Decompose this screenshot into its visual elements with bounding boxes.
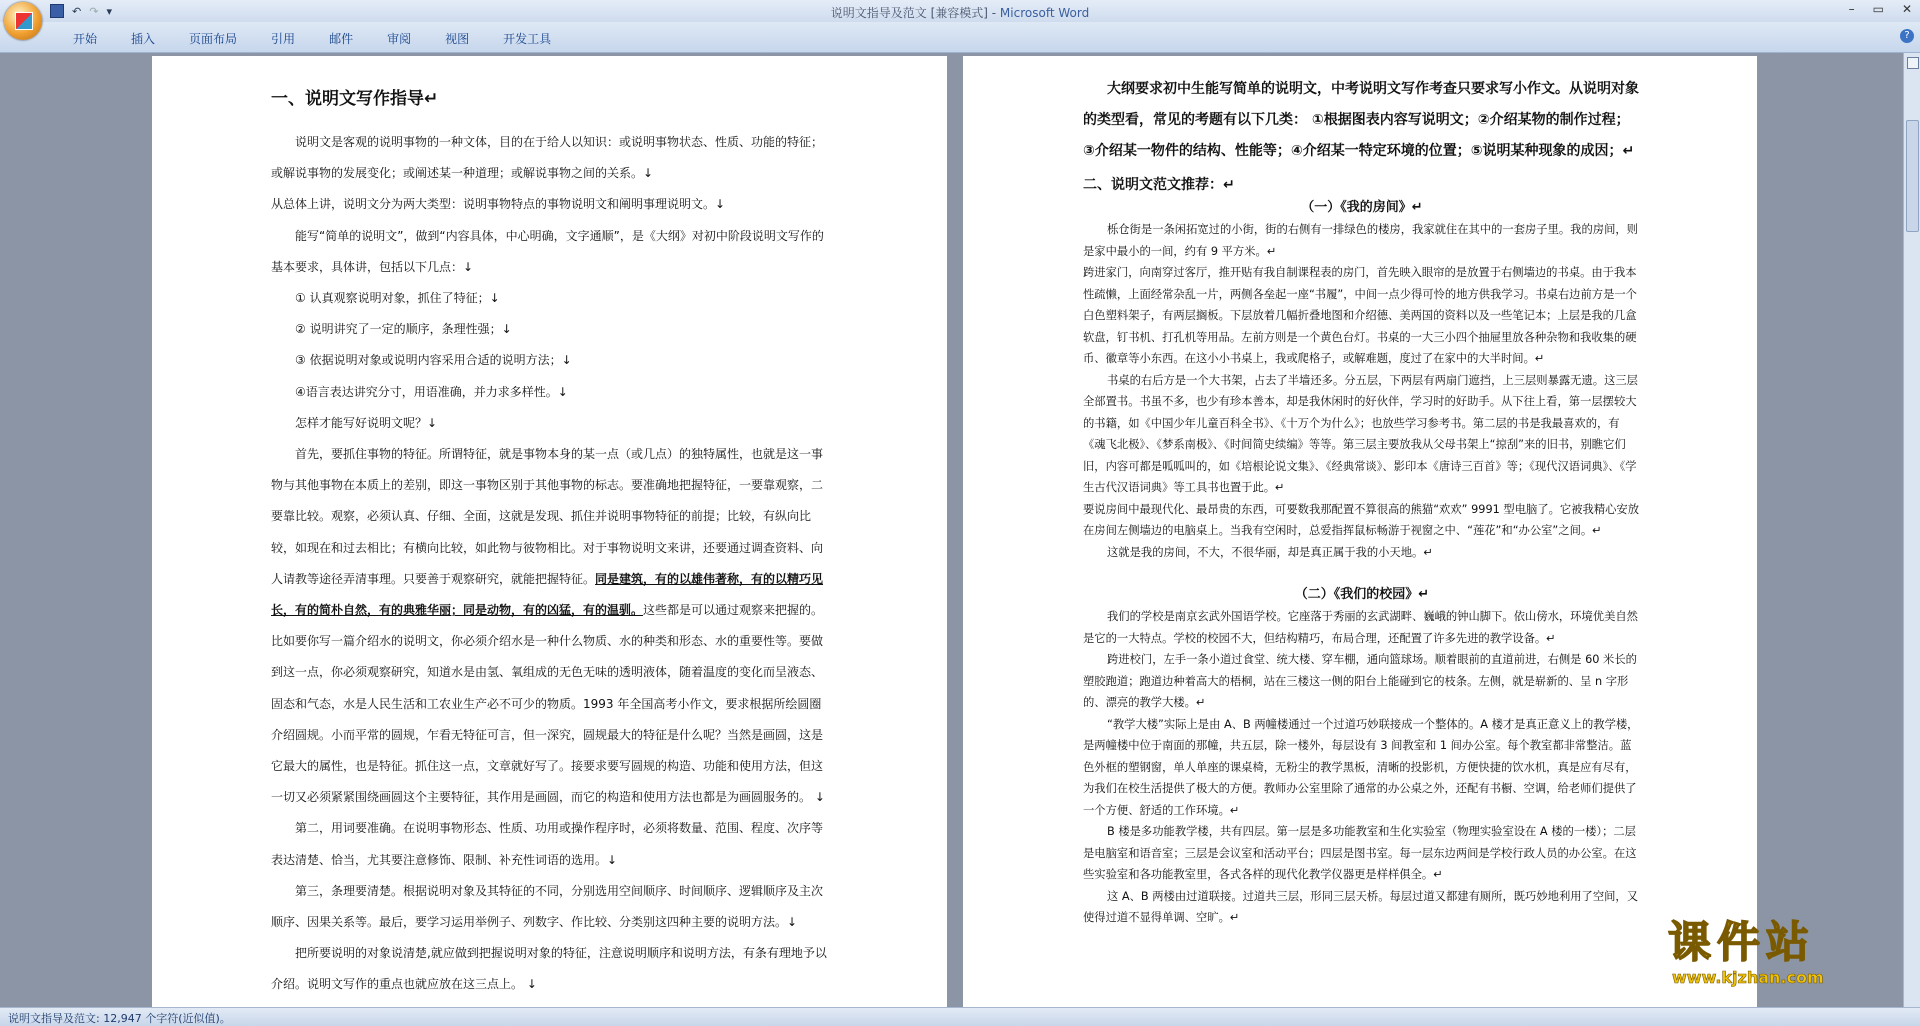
list-item: ① 认真观察说明对象，抓住了特征；↓ — [295, 291, 500, 306]
tab-view[interactable]: 视图 — [445, 32, 470, 46]
paragraph-features-text-a: 首先，要抓住事物的特征。所谓特征，就是事物本身的某一点（或几点）的独特属性，也就是这一事物与其他事物在本质上的差别，即这一事物区别于其他事物的标志。要准确地把握特征，一要靠观察，二要靠比较。观察，必须认真、仔细、全面，这就是发现、抓住并说明事物特征的前提；比较，有纵向比较，如现在和过去相比；有横向比较，如此物与彼物相比。对于事物说明文来讲，还要通过调查资料、向人请教等途径弄清事理。只要善于观察研究，就能把握特征。 — [271, 447, 824, 586]
tab-mailings[interactable]: 邮件 — [329, 32, 354, 46]
paragraph: 跨进校门，左手一条小道过食堂、统大楼、穿车棚，通向篮球场。顺着眼前的直道前进，右侧是 60 米长的塑胶跑道；跑道边种着高大的梧桐，站在三楼这一侧的阳台上能碰到它的枝条。左侧，就是崭新的、呈 n 字形的、漂亮的教学大楼。↵ — [1083, 653, 1637, 709]
blank-line — [1083, 563, 1641, 584]
list-item: ④语言表达讲究分寸，用语准确，并力求多样性。↓ — [295, 384, 568, 399]
ribbon-tabs — [56, 30, 568, 47]
paragraph-features — [271, 439, 828, 813]
minimize-icon[interactable]: – — [1848, 2, 1855, 16]
paragraph: 栎仓街是一条闲拓宽过的小街，街的右侧有一排绿色的楼房，我家就住在其中的一套房子里。我的房间，则是家中最小的一间，约有 9 平方米。↵ — [1083, 223, 1638, 258]
watermark-url: www.kjzhan.com — [1672, 968, 1824, 987]
tab-page-layout[interactable]: 页面布局 — [189, 32, 238, 46]
section-heading: 二、说明文范文推荐：↵ — [1083, 177, 1235, 193]
list-item: ③ 依据说明对象或说明内容采用合适的说明方法；↓ — [295, 353, 572, 368]
watermark-logo — [1668, 918, 1908, 1000]
list-item: ② 说明讲究了一定的顺序，条理性强；↓ — [295, 322, 512, 337]
paragraph: 把所要说明的对象说清楚,就应做到把握说明对象的特征，注意说明顺序和说明方法，有条有理地予以介绍。说明文写作的重点也就应放在这三点上。 ↓ — [271, 946, 827, 992]
intro-paragraph: 大纲要求初中生能写简单的说明文，中考说明文写作考查只要求写小作文。从说明对象的类型看，常见的考题有以下几类： ①根据图表内容写说明文；②介绍某物的制作过程；③介绍某一物件的结构、性能等；④介绍某一特定环境的位置；⑤说明某种现象的成因；↵ — [1083, 81, 1639, 159]
status-bar — [0, 1007, 1920, 1026]
paragraph: 怎样才能写好说明文呢？↓ — [295, 415, 438, 430]
title-bar — [0, 0, 1920, 22]
paragraph: 跨进家门，向南穿过客厅，推开贴有我自制课程表的房门，首先映入眼帘的是放置于右侧墙边的书桌。由于我本性疏懒，上面经常杂乱一片，两侧各垒起一座“书履”，中间一点少得可怜的地方供我学习。书桌右边前方是一个白色塑料架子，有两层搁板。下层放着几幅折叠地图和介绍德、美两国的资料以及一些笔记本；上层是我的几盒软盘，钉书机、打孔机等用品。左前方则是一个黄色台灯。书桌的一大三小四个抽屉里放各种杂物和我收集的硬币、徽章等小东西。在这小小书桌上，我或爬格子，或解难题，度过了在家中的大半时间。↵ — [1083, 266, 1637, 365]
tab-references[interactable]: 引用 — [271, 32, 296, 46]
window-title: 说明文指导及范文 [兼容模式] - Microsoft Word — [830, 6, 1090, 20]
view-ruler-icon[interactable] — [1907, 57, 1919, 69]
page-1-body[interactable] — [271, 76, 828, 1001]
tab-insert[interactable]: 插入 — [131, 32, 156, 46]
status-word-count: 说明文指导及范文: 12,947 个字符(近似值)。 — [8, 1012, 231, 1025]
help-icon[interactable]: ? — [1900, 29, 1914, 43]
paragraph: 这 A、B 两楼由过道联接。过道共三层，形同三层天桥。每层过道又都建有厕所，既巧妙地利用了空间，又使得过道不显得单调、空旷。↵ — [1083, 889, 1639, 924]
document-page-1 — [152, 56, 947, 1007]
customize-qat-icon[interactable]: ▾ — [106, 4, 112, 18]
quick-access-toolbar — [50, 3, 112, 19]
paragraph: 我们的学校是南京玄武外国语学校。它座落于秀丽的玄武湖畔、巍峨的钟山脚下。依山傍水，环境优美自然是它的一大特点。学校的校园不大，但结构精巧，布局合理，还配置了许多先进的教学设备。↵ — [1083, 610, 1638, 645]
essay-1-title: （一）《我的房间》↵ — [1301, 200, 1423, 215]
paragraph-features-text-b: 这些都是可以通过观察来把握的。比如要你写一篇介绍水的说明文，你必须介绍水是一种什么物质、水的种类和形态、水的重要性等。要做到这一点，你必须观察研究，知道水是由氢、氧组成的无色无味的透明液体，随着温度的变化而呈液态、固态和气态，水是人民生活和工农业生产必不可少的物质。1993 年全国高考小作文，要求根据所绘圆圈介绍圆规。小而平常的圆规，乍看无特征可言，但一深究，圆规最大的特征是什么呢？当然是画圆，这是它最大的属性，也是特征。抓住这一点，文章就好写了。接要求要写圆规的构造、功能和使用方法，但这一切又必须紧紧围绕画圆这个主要特征，其作用是画圆，而它的构造和使用方法也都是为画圆服务的。 ↓ — [271, 603, 825, 805]
window-controls — [1849, 2, 1912, 16]
tab-review[interactable]: 审阅 — [387, 32, 412, 46]
close-icon[interactable]: ✕ — [1901, 2, 1912, 16]
scrollbar-thumb[interactable] — [1906, 120, 1919, 232]
page-2-body[interactable] — [1083, 74, 1641, 929]
redo-icon[interactable]: ↷ — [89, 4, 99, 18]
essay-2-title: （二）《我们的校园》↵ — [1294, 587, 1430, 602]
maximize-icon[interactable]: ▭ — [1872, 2, 1884, 16]
paragraph: 这就是我的房间，不大，不很华丽，却是真正属于我的小天地。↵ — [1107, 545, 1433, 559]
paragraph: 说明文是客观的说明事物的一种文体，目的在于给人以知识：或说明事物状态、性质、功能的特征；或解说事物的发展变化；或阐述某一种道理；或解说事物之间的关系。↓ — [271, 135, 824, 181]
paragraph: 要说房间中最现代化、最昂贵的东西，可要数我那配置不算很高的熊猫“欢欢” 9991 型电脑了。它被我精心安放在房间左侧墙边的电脑桌上。当我有空闲时，总爱指挥鼠标畅游于视窗之中、“莲花”和“办公室”之间。↵ — [1083, 502, 1640, 537]
paragraph: 书桌的右后方是一个大书架，占去了半墙还多。分五层，下两层有两扇门遮挡，上三层则暴露无遗。这三层全部置书。书虽不多，也少有珍本善本，却是我休闲时的好伙伴，学习时的好助手。从下往上看，第一层摆较大的书籍，如《中国少年儿童百科全书》、《十万个为什么》；也放些学习参考书。第二层的书是我最喜欢的，有《魂飞北极》、《梦系南极》、《时间简史续编》等等。第三层主要放我从父母书架上“掠刮”来的旧书，别瞧它们旧，内容可都是呱呱叫的，如《培根论说文集》、《经典常谈》、影印本《唐诗三百首》等；《现代汉语词典》、《学生古代汉语词典》等工具书也置于此。↵ — [1083, 373, 1638, 494]
paragraph: B 楼是多功能教学楼，共有四层。第一层是多功能教室和生化实验室（物理实验室设在 A 楼的一楼）；二层是电脑室和语音室；三层是会议室和活动平台；四层是图书室。每一层东边两间是学校行政人员的办公室。在这些实验室和各功能教室里，各式各样的现代化教学仪器更是样样俱全。↵ — [1083, 825, 1637, 881]
tab-home[interactable]: 开始 — [73, 32, 98, 46]
office-logo-icon — [15, 12, 33, 30]
save-icon[interactable] — [50, 4, 64, 18]
paragraph: 第三，条理要清楚。根据说明对象及其特征的不同，分别选用空间顺序、时间顺序、逻辑顺序及主次顺序、因果关系等。最后，要学习运用举例子、列数字、作比较、分类别这四种主要的说明方法。↓ — [271, 883, 824, 930]
paragraph: 第二，用词要准确。在说明事物形态、性质、功用或操作程序时，必须将数量、范围、程度、次序等表达清楚、恰当，尤其要注意修饰、限制、补充性词语的选用。↓ — [271, 821, 824, 867]
tab-developer[interactable]: 开发工具 — [503, 32, 552, 46]
paragraph: 能写“简单的说明文”，做到“内容具体，中心明确，文字通顺”，是《大纲》对初中阶段说明文写作的基本要求，具体讲，包括以下几点：↓ — [271, 228, 824, 274]
office-button[interactable] — [4, 2, 42, 40]
paragraph: 从总体上讲，说明文分为两大类型：说明事物特点的事物说明文和阐明事理说明文。↓ — [271, 197, 726, 212]
paragraph: “教学大楼”实际上是由 A、B 两幢楼通过一个过道巧妙联接成一个整体的。A 楼才是真正意义上的教学楼，是两幢楼中位于南面的那幢，共五层，除一楼外，每层设有 3 间教室和 1 间办公室。每个教室都非常整洁。蓝色外框的塑钢窗，单人单座的课桌椅，无粉尘的教学黑板，清晰的投影机，方便快捷的饮水机，真是应有尽有，为我们在校生活提供了极大的方便。教师办公室里除了通常的办公桌之外，还配有书橱、空调，给老师们提供了一个方便、舒适的工作环境。↵ — [1083, 717, 1639, 817]
ribbon-tab-bar — [0, 22, 1920, 53]
page-1-heading: 一、说明文写作指导↵ — [271, 89, 439, 109]
watermark-brand: 课件站 — [1668, 918, 1815, 968]
undo-icon[interactable]: ↶ — [72, 4, 82, 18]
document-page-2 — [963, 56, 1757, 1007]
underlined-example: 同是建筑，有的以雄伟著称，有的以精巧见长，有的简朴自然，有的典雅华丽；同是动物，有的凶猛，有的温驯。 — [271, 571, 824, 618]
